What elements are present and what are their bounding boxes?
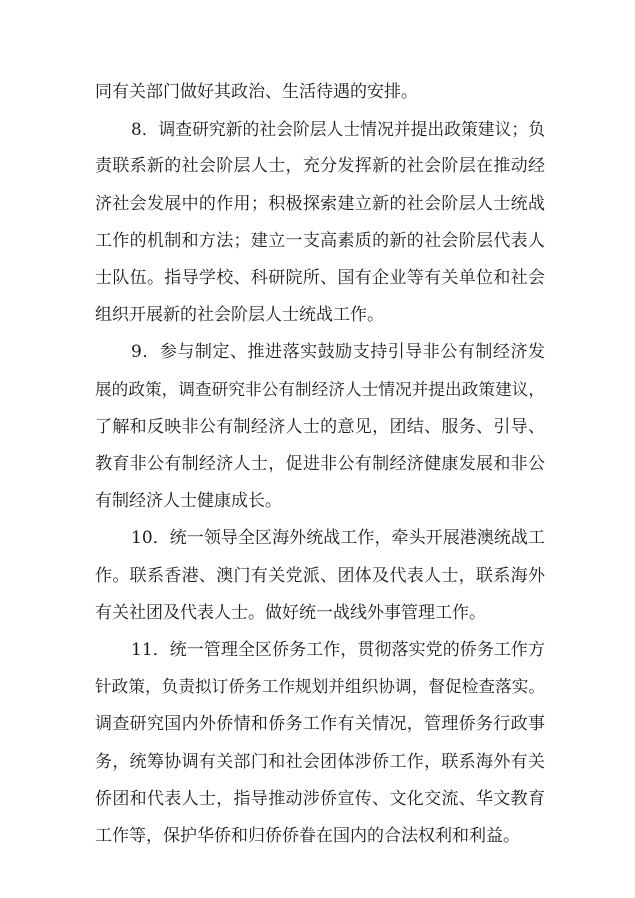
text-line: 责联系新的社会阶层人士，充分发挥新的社会阶层在推动经 [95,156,545,176]
text-line: 侨团和代表人士，指导推动涉侨宣传、文化交流、华文教育 [95,789,545,809]
text-line: 有制经济人士健康成长。 [95,491,282,511]
text-line: 调查研究国内外侨情和侨务工作有关情况，管理侨务行政事 [95,714,545,734]
paragraph-11-first-line: 11．统一管理全区侨务工作，贯彻落实党的侨务工作方 [131,640,545,660]
text-line: 士队伍。指导学校、科研院所、国有企业等有关单位和社会 [95,268,545,288]
paragraph-8-first-line: 8．调查研究新的社会阶层人士情况并提出政策建议；负 [131,119,545,139]
text-line: 工作等，保护华侨和归侨侨眷在国内的合法权利和利益。 [95,826,520,846]
text-line: 展的政策，调查研究非公有制经济人士情况并提出政策建议， [95,380,545,399]
paragraph-9-first-line: 9．参与制定、推进落实鼓励支持引导非公有制经济发 [131,342,545,362]
text-line: 针政策，负责拟订侨务工作规划并组织协调，督促检查落实。 [95,677,545,696]
text-line: 务，统筹协调有关部门和社会团体涉侨工作，联系海外有关 [95,752,545,772]
text-line: 济社会发展中的作用；积极探索建立新的社会阶层人士统战 [95,194,545,214]
paragraph-10-first-line: 10．统一领导全区海外统战工作，牵头开展港澳统战工 [131,528,545,548]
text-line: 工作的机制和方法；建立一支高素质的新的社会阶层代表人 [95,231,545,251]
text-line: 教育非公有制经济人士，促进非公有制经济健康发展和非公 [95,454,545,474]
text-line: 有关社团及代表人士。做好统一战线外事管理工作。 [95,603,486,623]
text-line: 作。联系香港、澳门有关党派、团体及代表人士，联系海外 [95,566,545,586]
text-line: 了解和反映非公有制经济人士的意见，团结、服务、引导、 [95,417,545,437]
text-line: 组织开展新的社会阶层人士统战工作。 [95,305,384,325]
text-line: 同有关部门做好其政治、生活待遇的安排。 [95,82,418,102]
